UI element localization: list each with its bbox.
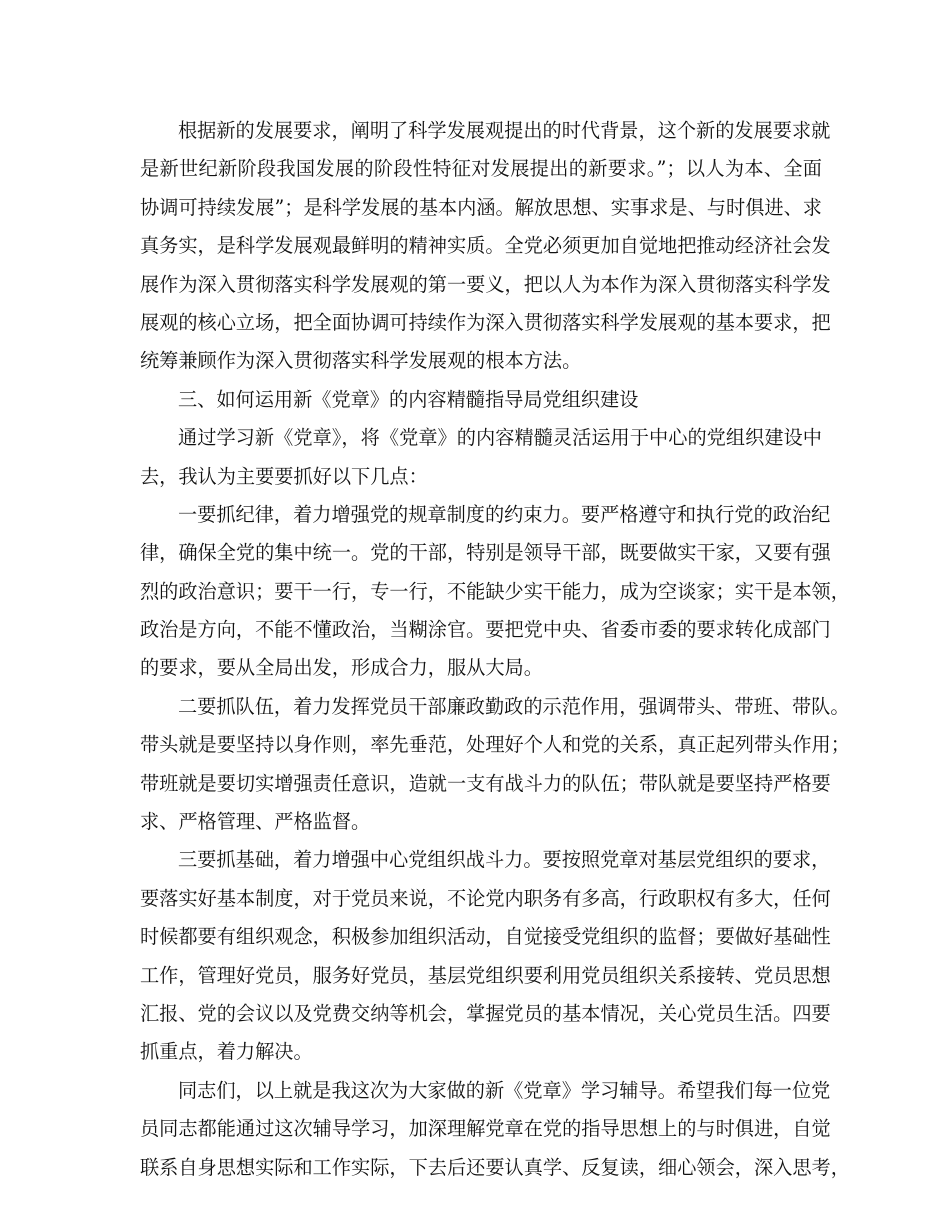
text-line: 求、严格管理、严格监督。: [140, 810, 371, 834]
text-line: 二要抓队伍，着力发挥党员干部廉政勤政的示范作用，强调带头、带班、带队。: [178, 694, 850, 718]
text-line: 通过学习新《党章》，将《党章》的内容精髓灵活运用于中心的党组织建设中: [178, 426, 822, 450]
text-line: 时候都要有组织观念，积极参加组织活动，自觉接受党组织的监督；要做好基础性: [140, 925, 831, 949]
text-line: 协调可持续发展”；是科学发展的基本内涵。解放思想、实事求是、与时俱进、求: [140, 195, 822, 219]
text-line: 员同志都能通过这次辅导学习，加深理解党章在党的指导思想上的与时俱进，自觉: [140, 1117, 831, 1141]
text-line: 三、如何运用新《党章》的内容精髓指导局党组织建设: [178, 387, 639, 411]
text-line: 政治是方向，不能不懂政治，当糊涂官。要把党中央、省委市委的要求转化成部门: [140, 618, 831, 642]
text-line: 烈的政治意识；要干一行，专一行，不能缺少实干能力，成为空谈家；实干是本领，: [140, 579, 850, 603]
text-line: 去，我认为主要要抓好以下几点：: [140, 464, 428, 488]
text-line: 三要抓基础，着力增强中心党组织战斗力。要按照党章对基层党组织的要求，: [178, 848, 831, 872]
text-line: 抓重点，着力解决。: [140, 1040, 313, 1064]
text-line: 根据新的发展要求，阐明了科学发展观提出的时代背景，这个新的发展要求就: [178, 119, 831, 142]
text-line: 是新世纪新阶段我国发展的阶段性特征对发展提出的新要求。”；以人为本、全面: [140, 157, 822, 181]
text-line: 真务实，是科学发展观最鲜明的精神实质。全党必须更加自觉地把推动经济社会发: [140, 234, 831, 258]
text-line: 带班就是要切实增强责任意识，造就一支有战斗力的队伍；带队就是要坚持严格要: [140, 771, 831, 795]
text-line: 带头就是要坚持以身作则，率先垂范，处理好个人和党的关系，真正起列带头作用；: [140, 733, 850, 757]
text-line: 汇报、党的会议以及党费交纳等机会，掌握党员的基本情况，关心党员生活。四要: [140, 1001, 831, 1025]
text-line: 一要抓纪律，着力增强党的规章制度的约束力。要严格遵守和执行党的政治纪: [178, 502, 831, 526]
text-line: 同志们，以上就是我这次为大家做的新《党章》学习辅导。希望我们每一位党: [178, 1078, 831, 1102]
text-line: 联系自身思想实际和工作实际，下去后还要认真学、反复读，细心领会，深入思考，: [140, 1155, 850, 1179]
text-line: 统筹兼顾作为深入贯彻落实科学发展观的根本方法。: [140, 349, 582, 373]
text-line: 要落实好基本制度，对于党员来说，不论党内职务有多高，行政职权有多大，任何: [140, 886, 831, 910]
text-line: 展作为深入贯彻落实科学发展观的第一要义，把以人为本作为深入贯彻落实科学发: [140, 272, 831, 296]
text-line: 的要求，要从全局出发，形成合力，服从大局。: [140, 656, 543, 680]
text-line: 工作，管理好党员，服务好党员，基层党组织要利用党员组织关系接转、党员思想: [140, 963, 831, 987]
text-line: 展观的核心立场，把全面协调可持续作为深入贯彻落实科学发展观的基本要求，把: [140, 310, 831, 334]
document-body: [140, 112, 850, 1187]
text-line: 律，确保全党的集中统一。党的干部，特别是领导干部，既要做实干家，又要有强: [140, 541, 831, 565]
